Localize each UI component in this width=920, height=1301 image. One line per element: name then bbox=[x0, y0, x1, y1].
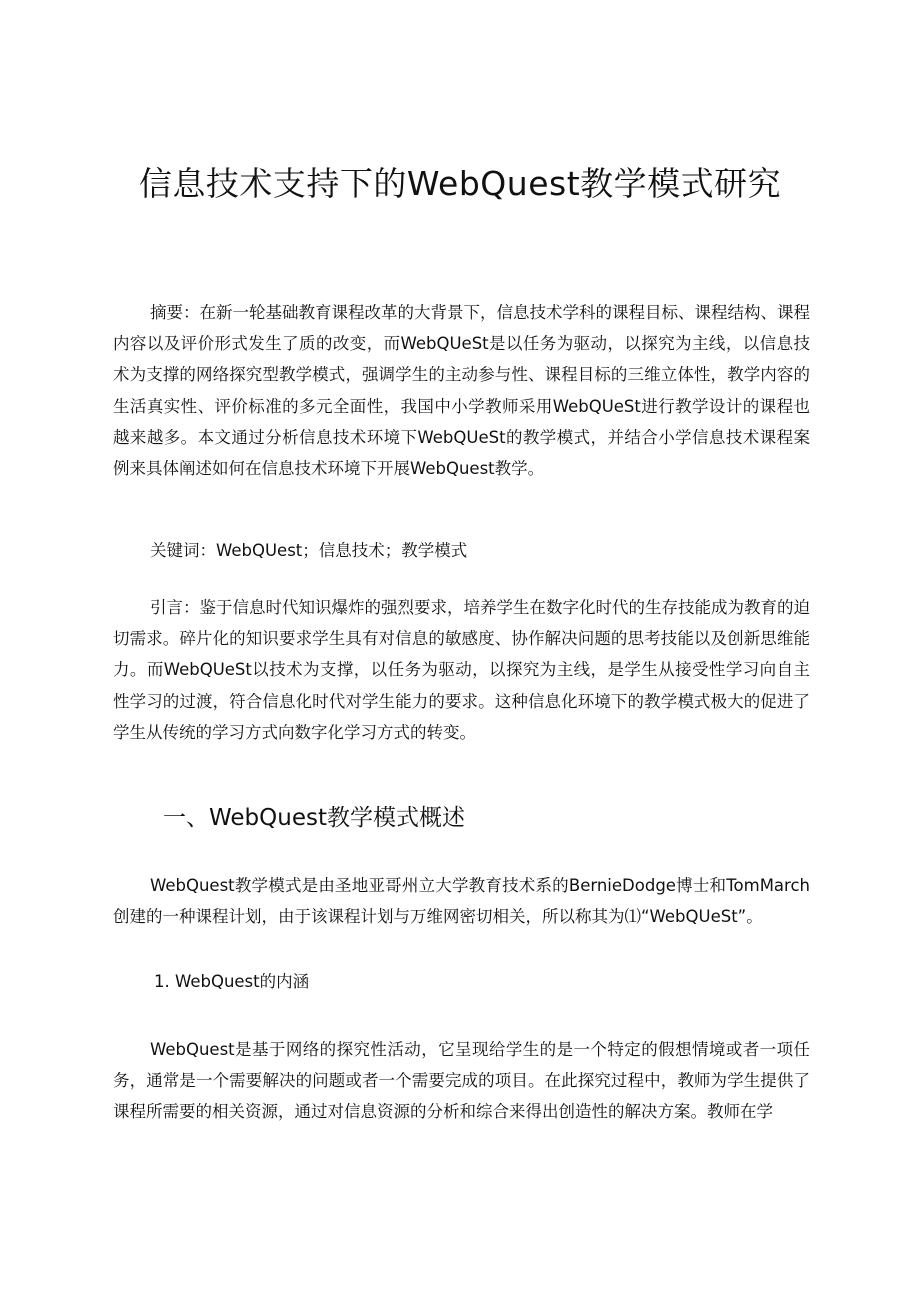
section-heading: 一、WebQuest教学模式概述 bbox=[163, 805, 465, 831]
keywords-line: 关键词：WebQUest；信息技术；教学模式 bbox=[150, 541, 468, 560]
document-title: 信息技术支持下的WebQuest教学模式研究 bbox=[138, 164, 782, 203]
section-paragraph: WebQuest教学模式是由圣地亚哥州立大学教育技术系的BernieDodge博士和TomMarch创建的一种课程计划，由于该课程计划与万维网密切相关，所以称其为⑴“WebQUeSt”。 bbox=[113, 876, 810, 927]
subsection-heading: 1. WebQuest的内涵 bbox=[154, 972, 310, 991]
abstract-paragraph: 摘要：在新一轮基础教育课程改革的大背景下，信息技术学科的课程目标、课程结构、课程内容以及评价形式发生了质的改变，而WebQUeSt是以任务为驱动，以探究为主线，以信息技术为支撑的网络探究型教学模式，强调学生的主动参与性、课程目标的三维立体性，教学内容的生活真实性、评价标准的多元全面性，我国中小学教师采用WebQUeSt进行教学设计的课程也越来越多。本文通过分析信息技术环境下WebQUeSt的教学模式，并结合小学信息技术课程案例来具体阐述如何在信息技术环境下开展WebQuest教学。 bbox=[113, 303, 810, 479]
introduction-paragraph: 引言：鉴于信息时代知识爆炸的强烈要求，培养学生在数字化时代的生存技能成为教育的迫切需求。碎片化的知识要求学生具有对信息的敏感度、协作解决问题的思考技能以及创新思维能力。而WebQUeSt以技术为支撑，以任务为驱动，以探究为主线，是学生从接受性学习向自主性学习的过渡，符合信息化时代对学生能力的要求。这种信息化环境下的教学模式极大的促进了学生从传统的学习方式向数字化学习方式的转变。 bbox=[113, 598, 810, 742]
subsection-paragraph: WebQuest是基于网络的探究性活动，它呈现给学生的是一个特定的假想情境或者一项任务，通常是一个需要解决的问题或者一个需要完成的项目。在此探究过程中，教师为学生提供了课程所需要的相关资源，通过对信息资源的分析和综合来得出创造性的解决方案。教师在学 bbox=[113, 1040, 810, 1122]
